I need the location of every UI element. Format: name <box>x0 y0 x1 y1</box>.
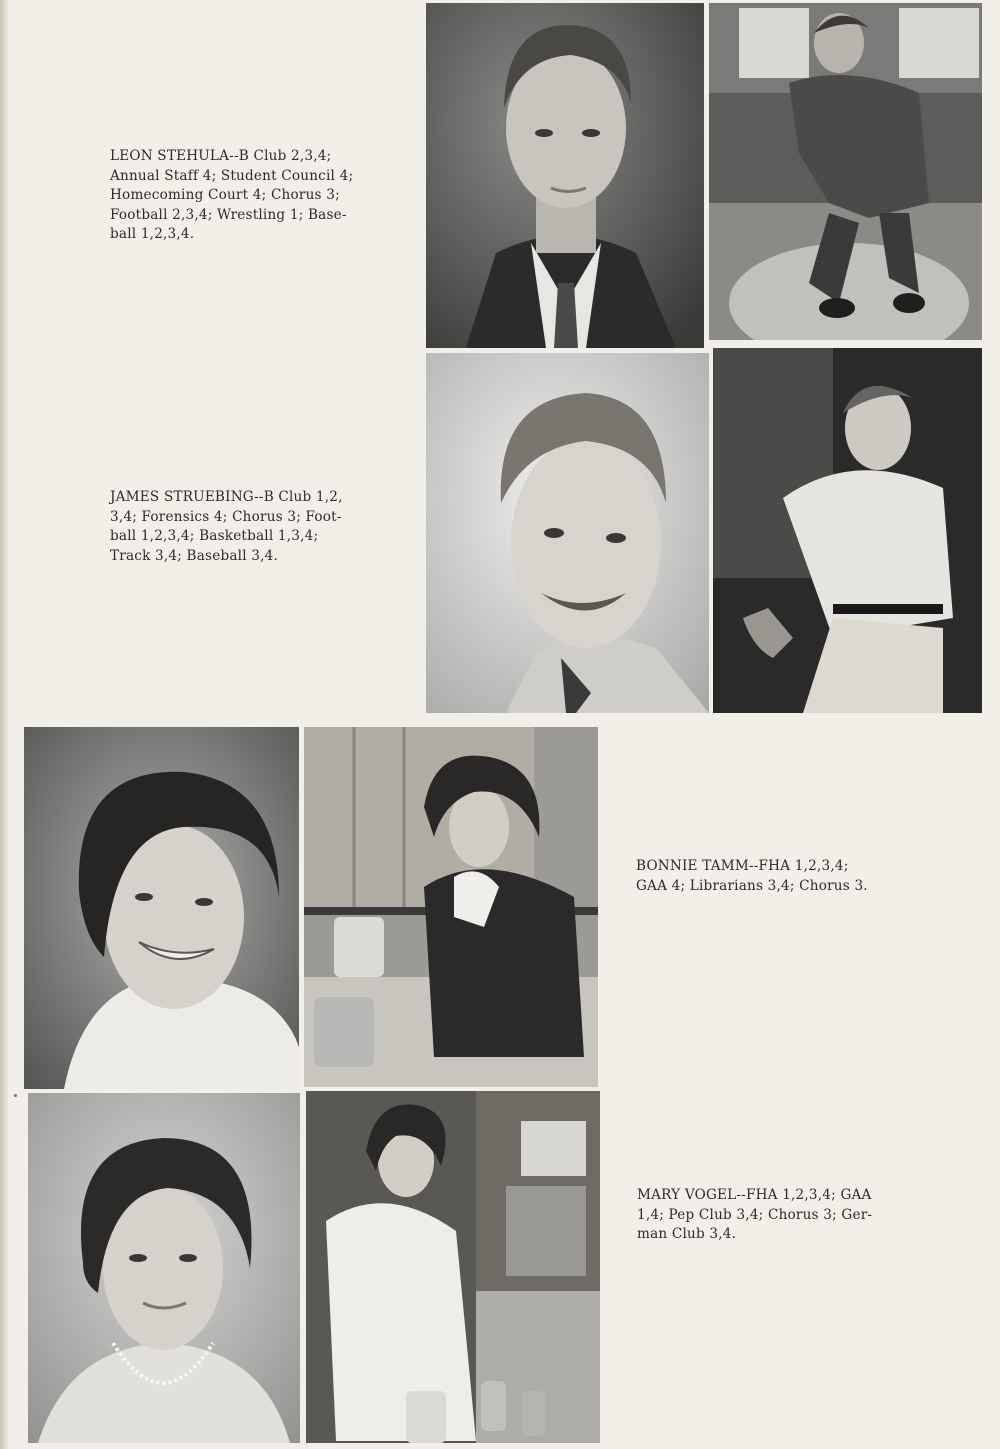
portrait-photo-leon-stehula <box>426 3 704 348</box>
candid-photo-james-struebing <box>713 348 982 713</box>
student-bio-mary-vogel: MARY VOGEL--FHA 1,2,3,4; GAA 1,4; Pep Club 3,4; Chorus 3; Ger- man Club 3,4. <box>637 1187 873 1243</box>
student-bio-leon-stehula: LEON STEHULA--B Club 2,3,4; Annual Staff 4; Student Council 4; Homecoming Court 4; Chorus 3; Football 2,3,4; Wrestling 1; Base- ball 1,2,3,4. <box>110 148 354 243</box>
portrait-photo-james-struebing <box>426 353 709 713</box>
page-binding-edge <box>0 0 8 1449</box>
portrait-photo-mary-vogel <box>28 1093 300 1443</box>
page-speck <box>14 1094 17 1097</box>
candid-photo-bonnie-tamm <box>304 727 598 1087</box>
portrait-photo-bonnie-tamm <box>24 727 299 1089</box>
student-bio-bonnie-tamm: BONNIE TAMM--FHA 1,2,3,4; GAA 4; Librarians 3,4; Chorus 3. <box>636 858 868 894</box>
student-bio-james-struebing: JAMES STRUEBING--B Club 1,2, 3,4; Forensics 4; Chorus 3; Foot- ball 1,2,3,4; Basketball 1,3,4; Track 3,4; Baseball 3,4. <box>110 489 343 564</box>
candid-photo-leon-stehula <box>709 3 982 340</box>
candid-photo-mary-vogel <box>306 1091 600 1443</box>
